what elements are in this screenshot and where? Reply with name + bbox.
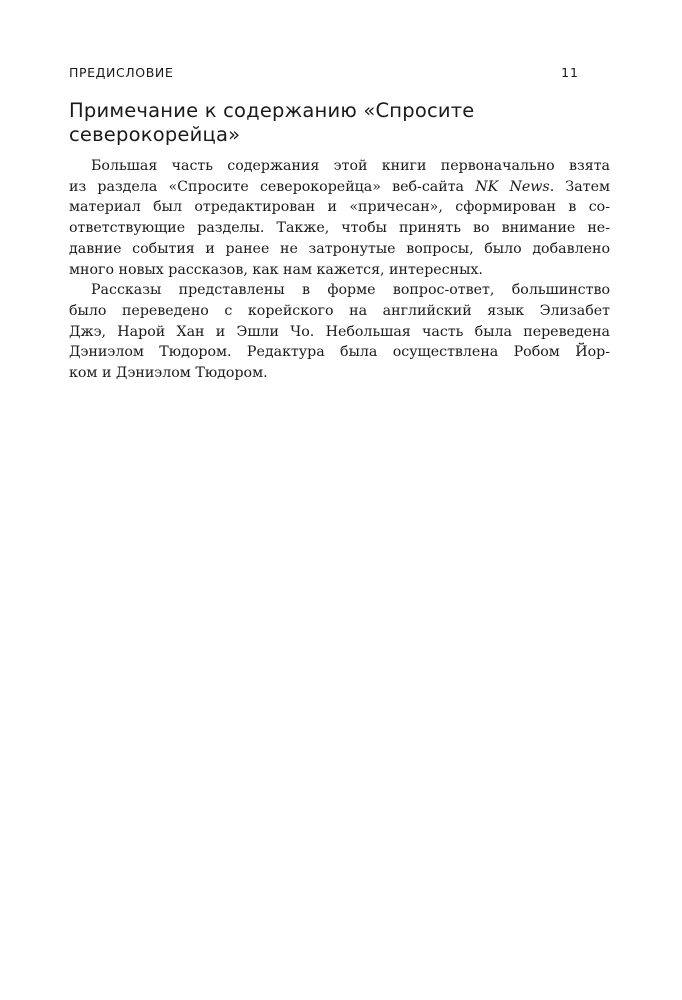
paragraph-line: Большая часть содержания этой книги первоначально взята <box>91 158 610 174</box>
paragraph-line: ответствующие разделы. Также, чтобы принять во внимание не- <box>69 220 610 237</box>
paragraph-line: Рассказы представлены в форме вопрос-ответ, большинство <box>91 282 610 299</box>
running-head <box>69 65 579 85</box>
section-title <box>69 99 549 147</box>
section-title-line-1: Примечание к содержанию «Спросите <box>69 99 475 122</box>
paragraph-1 <box>69 156 610 280</box>
paragraph-line: Джэ, Нарой Хан и Эшли Чо. Небольшая часть была переведена <box>69 323 610 340</box>
paragraph-line <box>69 177 610 198</box>
paragraph-line: Дэниэлом Тюдором. Редактура была осуществлена Робом Йор- <box>69 344 610 361</box>
section-title-line-2: северокорейца» <box>69 123 241 146</box>
running-head-section: ПРЕДИСЛОВИЕ <box>69 65 174 80</box>
paragraph-line: материал был отредактирован и «причесан», сформирован в со- <box>69 199 610 216</box>
paragraph-line: было переведено с корейского на английский язык Элизабет <box>69 302 610 319</box>
paragraph-line: много новых рассказов, как нам кажется, интересных. <box>69 261 483 278</box>
paragraph-line-text: из раздела «Спросите северокорейца» веб-сайта <box>69 178 465 195</box>
paragraph-line: ком и Дэниэлом Тюдором. <box>69 365 268 382</box>
publication-name: NK News <box>475 178 550 195</box>
body-text <box>69 156 610 384</box>
page-number: 11 <box>561 65 579 80</box>
paragraph-line-text: . Затем <box>549 178 610 195</box>
paragraph-2 <box>69 280 610 384</box>
paragraph-line: давние события и ранее не затронутые вопросы, было добавлено <box>69 240 610 257</box>
